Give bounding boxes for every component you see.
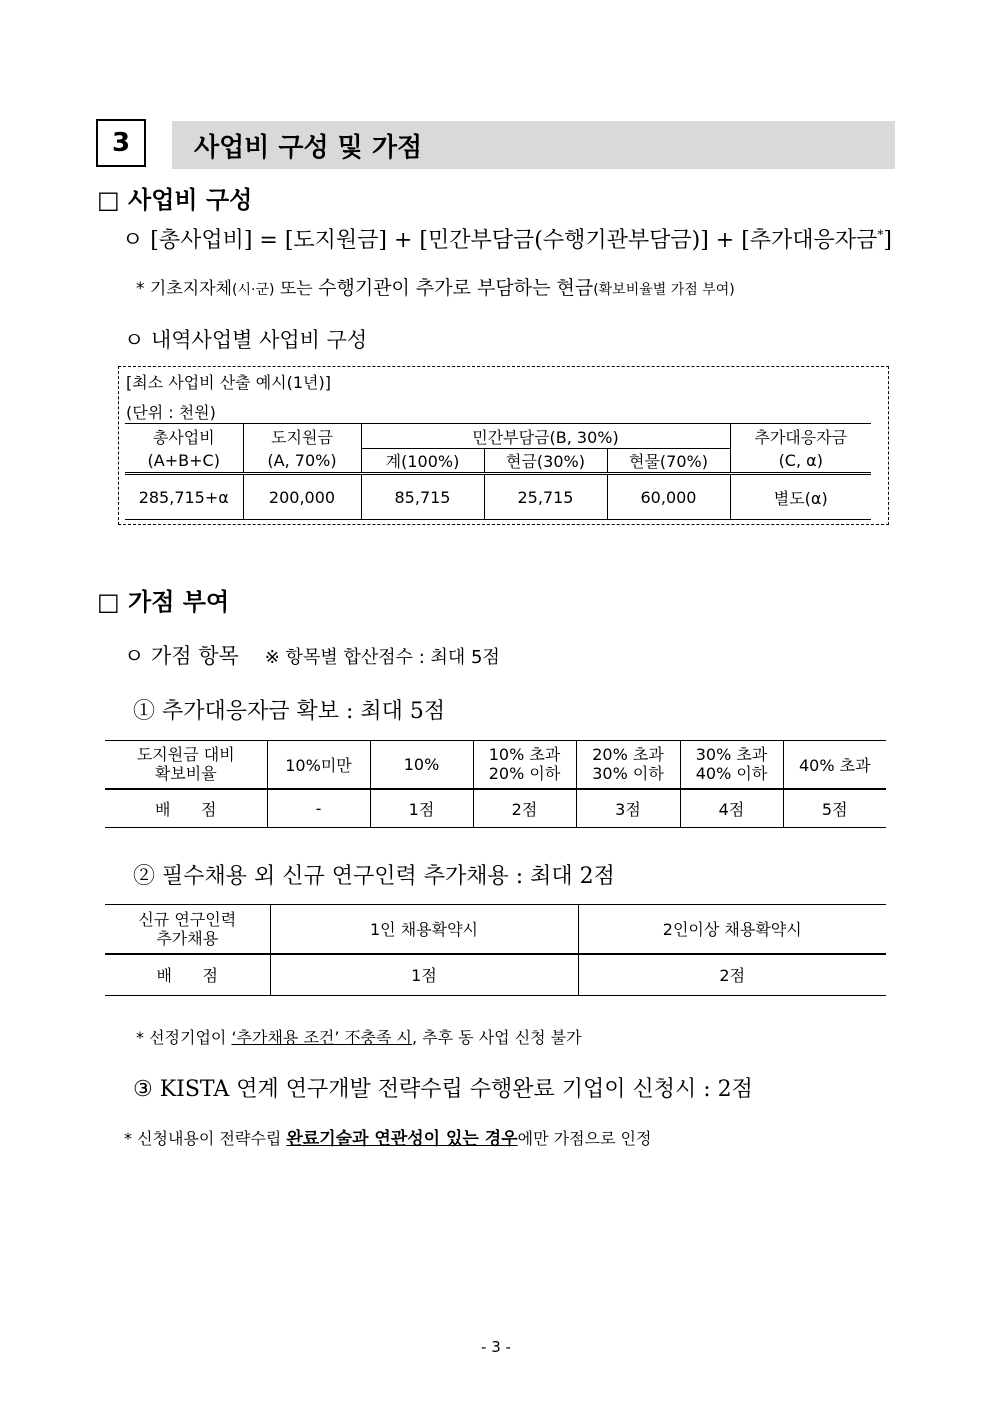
th-total: 총사업비 xyxy=(125,424,243,449)
cost-formula-close: ] xyxy=(883,228,892,253)
item1-header-10: 10% xyxy=(370,741,473,789)
th-subsidy: 도지원금 xyxy=(243,424,361,449)
item2-header-two: 2인이상 채용확약시 xyxy=(578,905,886,954)
cost-note-mid: 또는 xyxy=(274,279,319,299)
bonus-items-label: ㅇ 가점 항목 xyxy=(124,644,239,668)
item1-header-under10: 10%미만 xyxy=(267,741,370,789)
item1-score-10-20: 2점 xyxy=(473,789,576,828)
th-extra: 추가대응자금 xyxy=(730,424,871,449)
item3-note xyxy=(124,1124,651,1149)
item3-note-b: 에만 가점으로 인정 xyxy=(517,1129,652,1148)
cost-example-table xyxy=(125,423,871,520)
cost-note-prefix: * 기초지자체 xyxy=(136,279,233,299)
item2-table xyxy=(105,904,886,996)
td-subsidy: 200,000 xyxy=(243,474,361,520)
item2-header-one: 1인 채용확약시 xyxy=(270,905,578,954)
item1-score-20-30: 3점 xyxy=(576,789,680,828)
item3-note-a: * 신청내용이 전략수립 xyxy=(124,1129,287,1148)
cost-note-small2: (확보비율별 가점 부여) xyxy=(593,282,735,298)
item1-score-10: 1점 xyxy=(370,789,473,828)
bonus-items-line xyxy=(124,640,500,670)
cost-formula-mark: * xyxy=(877,227,884,242)
item3-title: ③ KISTA 연계 연구개발 전략수립 수행완료 기업이 신청시 : 2점 xyxy=(133,1077,753,1102)
item1-score-30-40: 4점 xyxy=(680,789,783,828)
item2-header-label: 신규 연구인력 추가채용 xyxy=(138,909,237,948)
item2-score-label: 배 점 xyxy=(156,966,218,986)
item1-title: ① 추가대응자금 확보 : 최대 5점 xyxy=(133,699,446,724)
td-extra: 별도(α) xyxy=(730,474,871,520)
cost-note-big: 수행기관이 추가로 부담하는 현금 xyxy=(318,277,594,299)
item1-header-over40: 40% 초과 xyxy=(783,741,886,789)
td-private-sum: 85,715 xyxy=(361,474,484,520)
bonus-heading: □ 가점 부여 xyxy=(97,588,230,616)
item2-note-a: * 선정기업이 xyxy=(136,1028,232,1047)
item1-table xyxy=(105,740,886,828)
item2-note-b: , 추후 동 사업 신청 불가 xyxy=(412,1028,582,1047)
th-subsidy-sub: (A, 70%) xyxy=(243,449,361,474)
cost-note-small1: (시·군) xyxy=(232,282,275,298)
item2-score-one: 1점 xyxy=(270,954,578,996)
item1-header-ratio: 도지원금 대비 확보비율 xyxy=(136,745,235,784)
item1-header-20-30: 20% 초과 30% 이하 xyxy=(576,741,680,789)
cost-formula xyxy=(122,223,892,254)
item2-score-two: 2점 xyxy=(578,954,886,996)
cost-formula-text: ㅇ [총사업비] = [도지원금] + [민간부담금(수행기관부담금)] + [추가대응자금 xyxy=(122,228,878,253)
example-box-title: [최소 사업비 산출 예시(1년)] xyxy=(126,373,331,392)
th-private-kind: 현물(70%) xyxy=(607,449,730,474)
section-number: 3 xyxy=(96,119,146,167)
item1-header-10-20: 10% 초과 20% 이하 xyxy=(473,741,576,789)
page-number: - 3 - xyxy=(481,1338,511,1356)
item1-score-over40: 5점 xyxy=(783,789,886,828)
td-private-cash: 25,715 xyxy=(484,474,607,520)
sub-bullet-cost-breakdown: ㅇ 내역사업별 사업비 구성 xyxy=(124,328,368,352)
td-total: 285,715+α xyxy=(125,474,243,520)
th-private: 민간부담금(B, 30%) xyxy=(361,424,730,449)
cost-note xyxy=(136,273,735,300)
bonus-items-note: ※ 항목별 합산점수 : 최대 5점 xyxy=(264,647,500,668)
td-private-kind: 60,000 xyxy=(607,474,730,520)
th-extra-sub: (C, α) xyxy=(730,449,871,474)
item1-score-label: 배 점 xyxy=(155,799,217,819)
cost-structure-heading: □ 사업비 구성 xyxy=(97,186,253,214)
item2-note-underlined: ‘추가채용 조건’ 不충족 시 xyxy=(231,1028,412,1047)
example-box-unit: (단위 : 천원) xyxy=(126,403,216,422)
item3-note-underlined: 완료기술과 연관성이 있는 경우 xyxy=(286,1129,518,1149)
item2-title: ② 필수채용 외 신규 연구인력 추가채용 : 최대 2점 xyxy=(133,864,615,889)
item1-score-under10: - xyxy=(267,789,370,828)
section-title: 사업비 구성 및 가점 xyxy=(172,121,895,169)
th-private-cash: 현금(30%) xyxy=(484,449,607,474)
item1-header-30-40: 30% 초과 40% 이하 xyxy=(680,741,783,789)
th-total-sub: (A+B+C) xyxy=(125,449,243,474)
th-private-sum: 계(100%) xyxy=(361,449,484,474)
item2-note xyxy=(136,1025,582,1048)
